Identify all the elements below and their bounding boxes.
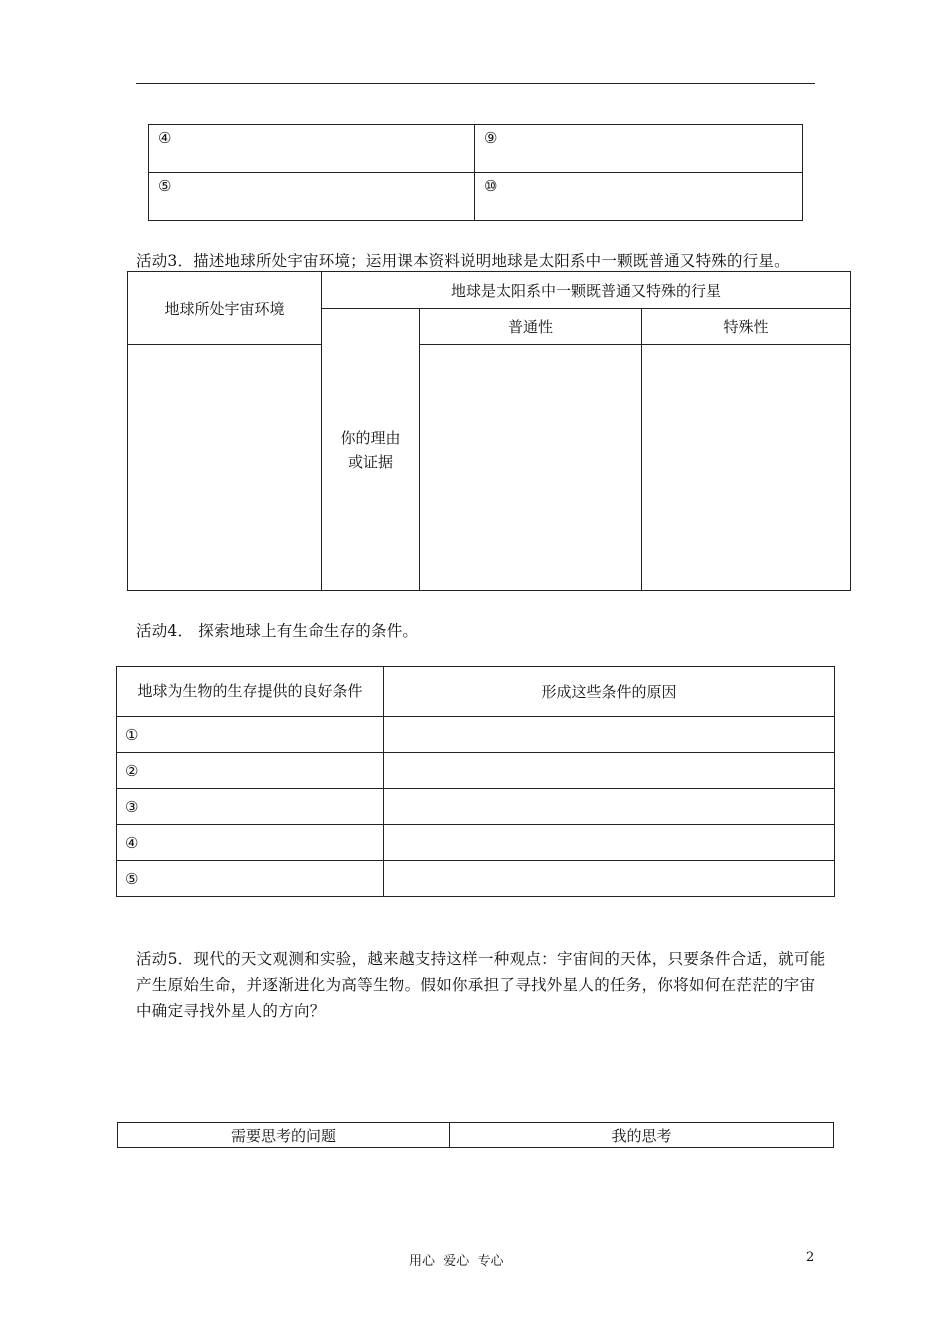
environment-answer-cell[interactable] — [128, 345, 322, 591]
activity4-table — [116, 666, 835, 897]
table-cell — [475, 125, 803, 173]
planet-header: 地球是太阳系中一颗既普通又特殊的行星 — [322, 272, 851, 309]
cell-number: ⑨ — [484, 129, 498, 147]
answer-cell[interactable] — [384, 753, 835, 789]
row-number: ① — [125, 725, 139, 744]
conditions-header-text: 地球为生物的生存提供的良好条件 — [137, 682, 363, 700]
table-row — [117, 861, 384, 897]
table-row — [117, 753, 384, 789]
activity5-caption: 活动5．现代的天文观测和实验，越来越支持这样一种观点：宇宙间的天体，只要条件合适，就可能产生原始生命，并逐渐进化为高等生物。假如你承担了寻找外星人的任务，你将如何在茫茫的宇宙中确定寻找外星人的方向？ — [136, 950, 826, 1020]
top-table — [148, 124, 803, 221]
special-header: 特殊性 — [642, 309, 851, 345]
row-number: ② — [125, 761, 139, 780]
questions-header: 需要思考的问题 — [118, 1123, 450, 1148]
row-number: ④ — [125, 833, 139, 852]
footer-text: 用心 爱心 专心 — [409, 1254, 504, 1269]
table-row — [117, 825, 384, 861]
cell-number: ④ — [158, 129, 172, 147]
ordinary-answer-cell[interactable] — [420, 345, 642, 591]
environment-header: 地球所处宇宙环境 — [128, 272, 322, 345]
activity3-caption: 活动3．描述地球所处宇宙环境；运用课本资料说明地球是太阳系中一颗既普通又特殊的行星。 — [136, 252, 790, 270]
header-rule — [136, 83, 815, 84]
table-cell — [149, 125, 475, 173]
reason-label: 你的理由或证据 — [340, 428, 401, 471]
table-cell — [149, 173, 475, 221]
reasons-header: 形成这些条件的原因 — [384, 667, 835, 717]
table-row — [117, 789, 384, 825]
thoughts-header: 我的思考 — [450, 1123, 834, 1148]
cell-number: ⑩ — [484, 177, 498, 195]
row-number: ③ — [125, 797, 139, 816]
answer-cell[interactable] — [384, 789, 835, 825]
answer-cell[interactable] — [384, 825, 835, 861]
reason-label-cell — [322, 309, 420, 591]
special-answer-cell[interactable] — [642, 345, 851, 591]
cell-number: ⑤ — [158, 177, 172, 195]
answer-cell[interactable] — [384, 717, 835, 753]
table-row — [117, 717, 384, 753]
activity3-table — [127, 271, 851, 591]
table-cell — [475, 173, 803, 221]
row-number: ⑤ — [125, 869, 139, 888]
answer-cell[interactable] — [384, 861, 835, 897]
ordinary-header: 普通性 — [420, 309, 642, 345]
page-number: 2 — [806, 1250, 815, 1265]
conditions-header — [117, 667, 384, 717]
activity4-caption: 活动4． 探索地球上有生命生存的条件。 — [136, 622, 419, 640]
activity5-table — [117, 1122, 834, 1148]
